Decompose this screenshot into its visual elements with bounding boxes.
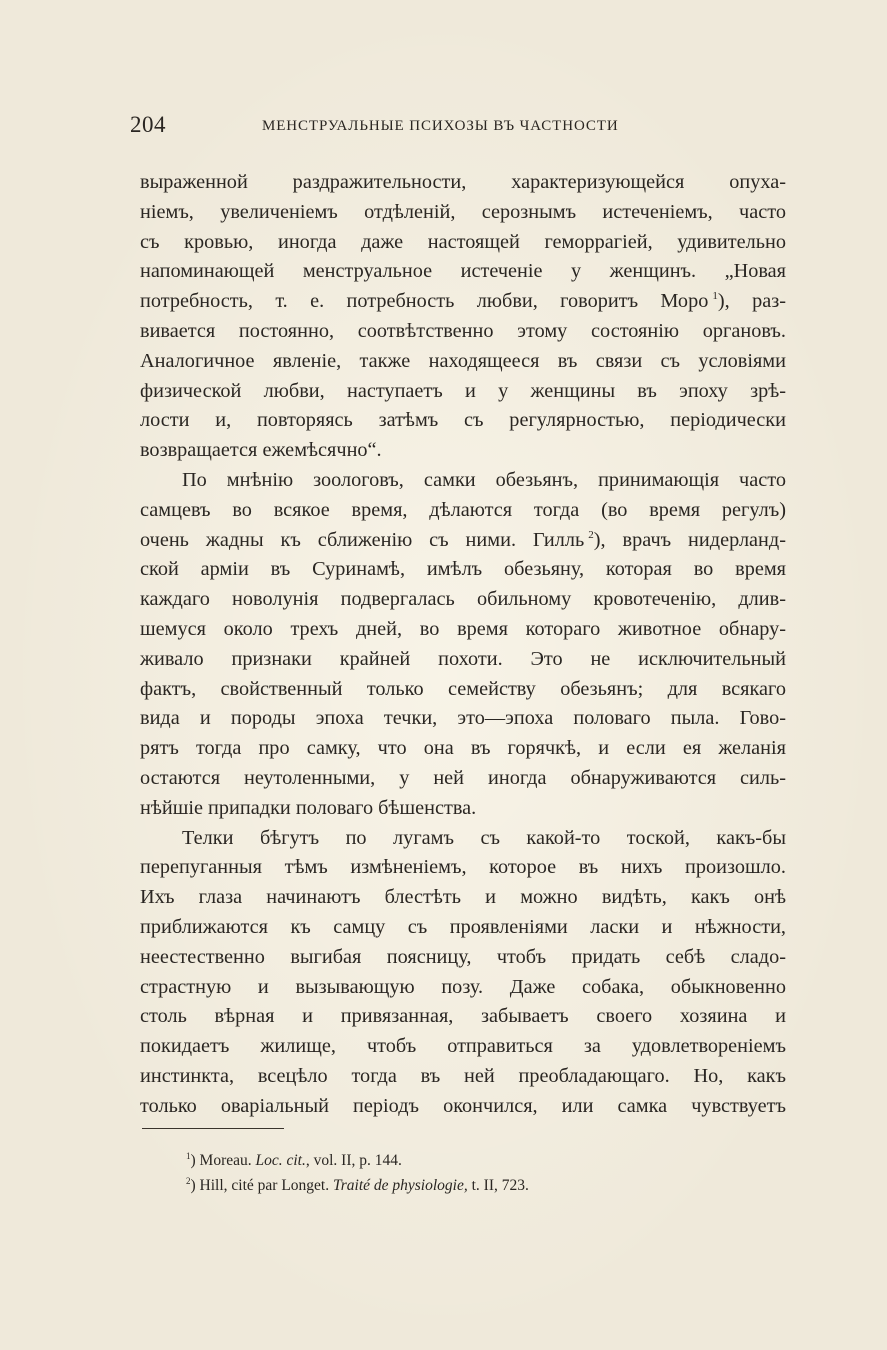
text-span: ), раз- (717, 290, 786, 313)
text-line: Аналогичное явленіе, также находящееся въ связи съ условіями (140, 349, 786, 372)
text-line: съ кровью, иногда даже настоящей геморрагіей, удивительно (140, 230, 786, 253)
text-line: напоминающей менструальное истеченіе у женщинъ. „Новая (140, 260, 786, 283)
text-line: неестественно выгибая поясницу, чтобъ придать себѣ сладо- (140, 945, 786, 968)
text-line: страстную и вызывающую позу. Даже собака, обыкновенно (140, 975, 786, 998)
text-span: ), врачъ нидерланд- (593, 528, 786, 551)
footnote-2 (186, 1173, 706, 1198)
text-line: Телки бѣгутъ по лугамъ съ какой-то тоской, какъ-бы (182, 826, 786, 849)
text-line: приближаются къ самцу съ проявленіями ласки и нѣжности, (140, 915, 786, 938)
text-line: По мнѣнію зоологовъ, самки обезьянъ, принимающія часто (182, 468, 786, 491)
footnote-italic: Loc. cit. (255, 1152, 306, 1169)
text-span: потребность, т. е. потребность любви, говоритъ Моро (140, 290, 709, 313)
text-line (140, 526, 786, 556)
text-line (140, 287, 786, 317)
footnote-text: ) Moreau. (190, 1152, 256, 1169)
text-line: физической любви, наступаетъ и у женщины въ эпоху зрѣ- (140, 379, 786, 402)
footnote-1 (186, 1148, 706, 1173)
text-line: лости и, повторяясь затѣмъ съ регулярностью, періодически (140, 409, 786, 432)
text-line: остаются неутоленными, у ней иногда обнаруживаются силь- (140, 766, 786, 789)
footnote-text: ) Hill, cité par Longet. (190, 1177, 333, 1194)
text-span: очень жадны къ сближенію съ ними. Гилль (140, 528, 585, 551)
text-line: выраженной раздражительности, характеризующейся опуха- (140, 171, 786, 193)
footnote-mark: 1 (186, 1150, 191, 1161)
body-text (140, 168, 786, 1122)
text-line: инстинкта, всецѣло тогда въ ней преобладающаго. Но, какъ (140, 1064, 786, 1087)
footnote-text: t. II, 723. (467, 1177, 529, 1194)
text-line: фактъ, свойственный только семейству обезьянъ; для всякаго (140, 677, 786, 700)
text-line: Ихъ глаза начинаютъ блестѣть и можно видѣть, какъ онѣ (140, 886, 786, 909)
text-line: рятъ тогда про самку, что она въ горячкѣ, и если ея желанія (140, 737, 786, 760)
text-line: возвращается ежемѣсячно“. (140, 439, 382, 462)
text-line: ніемъ, увеличеніемъ отдѣленій, серознымъ истеченіемъ, часто (140, 200, 786, 223)
text-line: вида и породы эпоха течки, это—эпоха половаго пыла. Гово- (140, 707, 786, 730)
text-line: столь вѣрная и привязанная, забываетъ своего хозяина и (140, 1005, 786, 1028)
text-line: каждаго новолунія подвергалась обильному кровотеченію, длив- (140, 588, 786, 611)
footnote-ref: 2 (588, 528, 594, 541)
text-line: вивается постоянно, соотвѣтственно этому состоянію органовъ. (140, 319, 786, 342)
footnote-italic: Traité de physiologie, (332, 1177, 468, 1194)
page-number: 204 (130, 112, 166, 137)
footnote-ref: 1 (712, 290, 718, 303)
text-line: шемуся около трехъ дней, во время котораго животное обнару- (140, 617, 786, 640)
footnote-divider (142, 1128, 284, 1129)
text-line: живало признаки крайней похоти. Это не исключительный (140, 647, 786, 670)
text-line: самцевъ во всякое время, дѣлаются тогда (во время регулъ) (140, 498, 786, 521)
text-line: нѣйшіе припадки половаго бѣшенства. (140, 796, 477, 819)
text-line: ской арміи въ Суринамѣ, имѣлъ обезьяну, которая во время (140, 558, 786, 581)
footnotes (186, 1148, 706, 1198)
footnote-text: , vol. II, p. 144. (305, 1152, 402, 1169)
running-head: МЕНСТРУАЛЬНЫЕ ПСИХОЗЫ ВЪ ЧАСТНОСТИ (262, 118, 619, 134)
text-line: покидаетъ жилище, чтобъ отправиться за удовлетвореніемъ (140, 1035, 786, 1058)
page-header (130, 112, 778, 142)
text-line: перепуганныя тѣмъ измѣненіемъ, которое въ нихъ произошло. (140, 856, 786, 879)
footnote-mark: 2 (186, 1175, 191, 1186)
text-line: только оваріальный періодъ окончился, или самка чувствуетъ (140, 1094, 786, 1117)
